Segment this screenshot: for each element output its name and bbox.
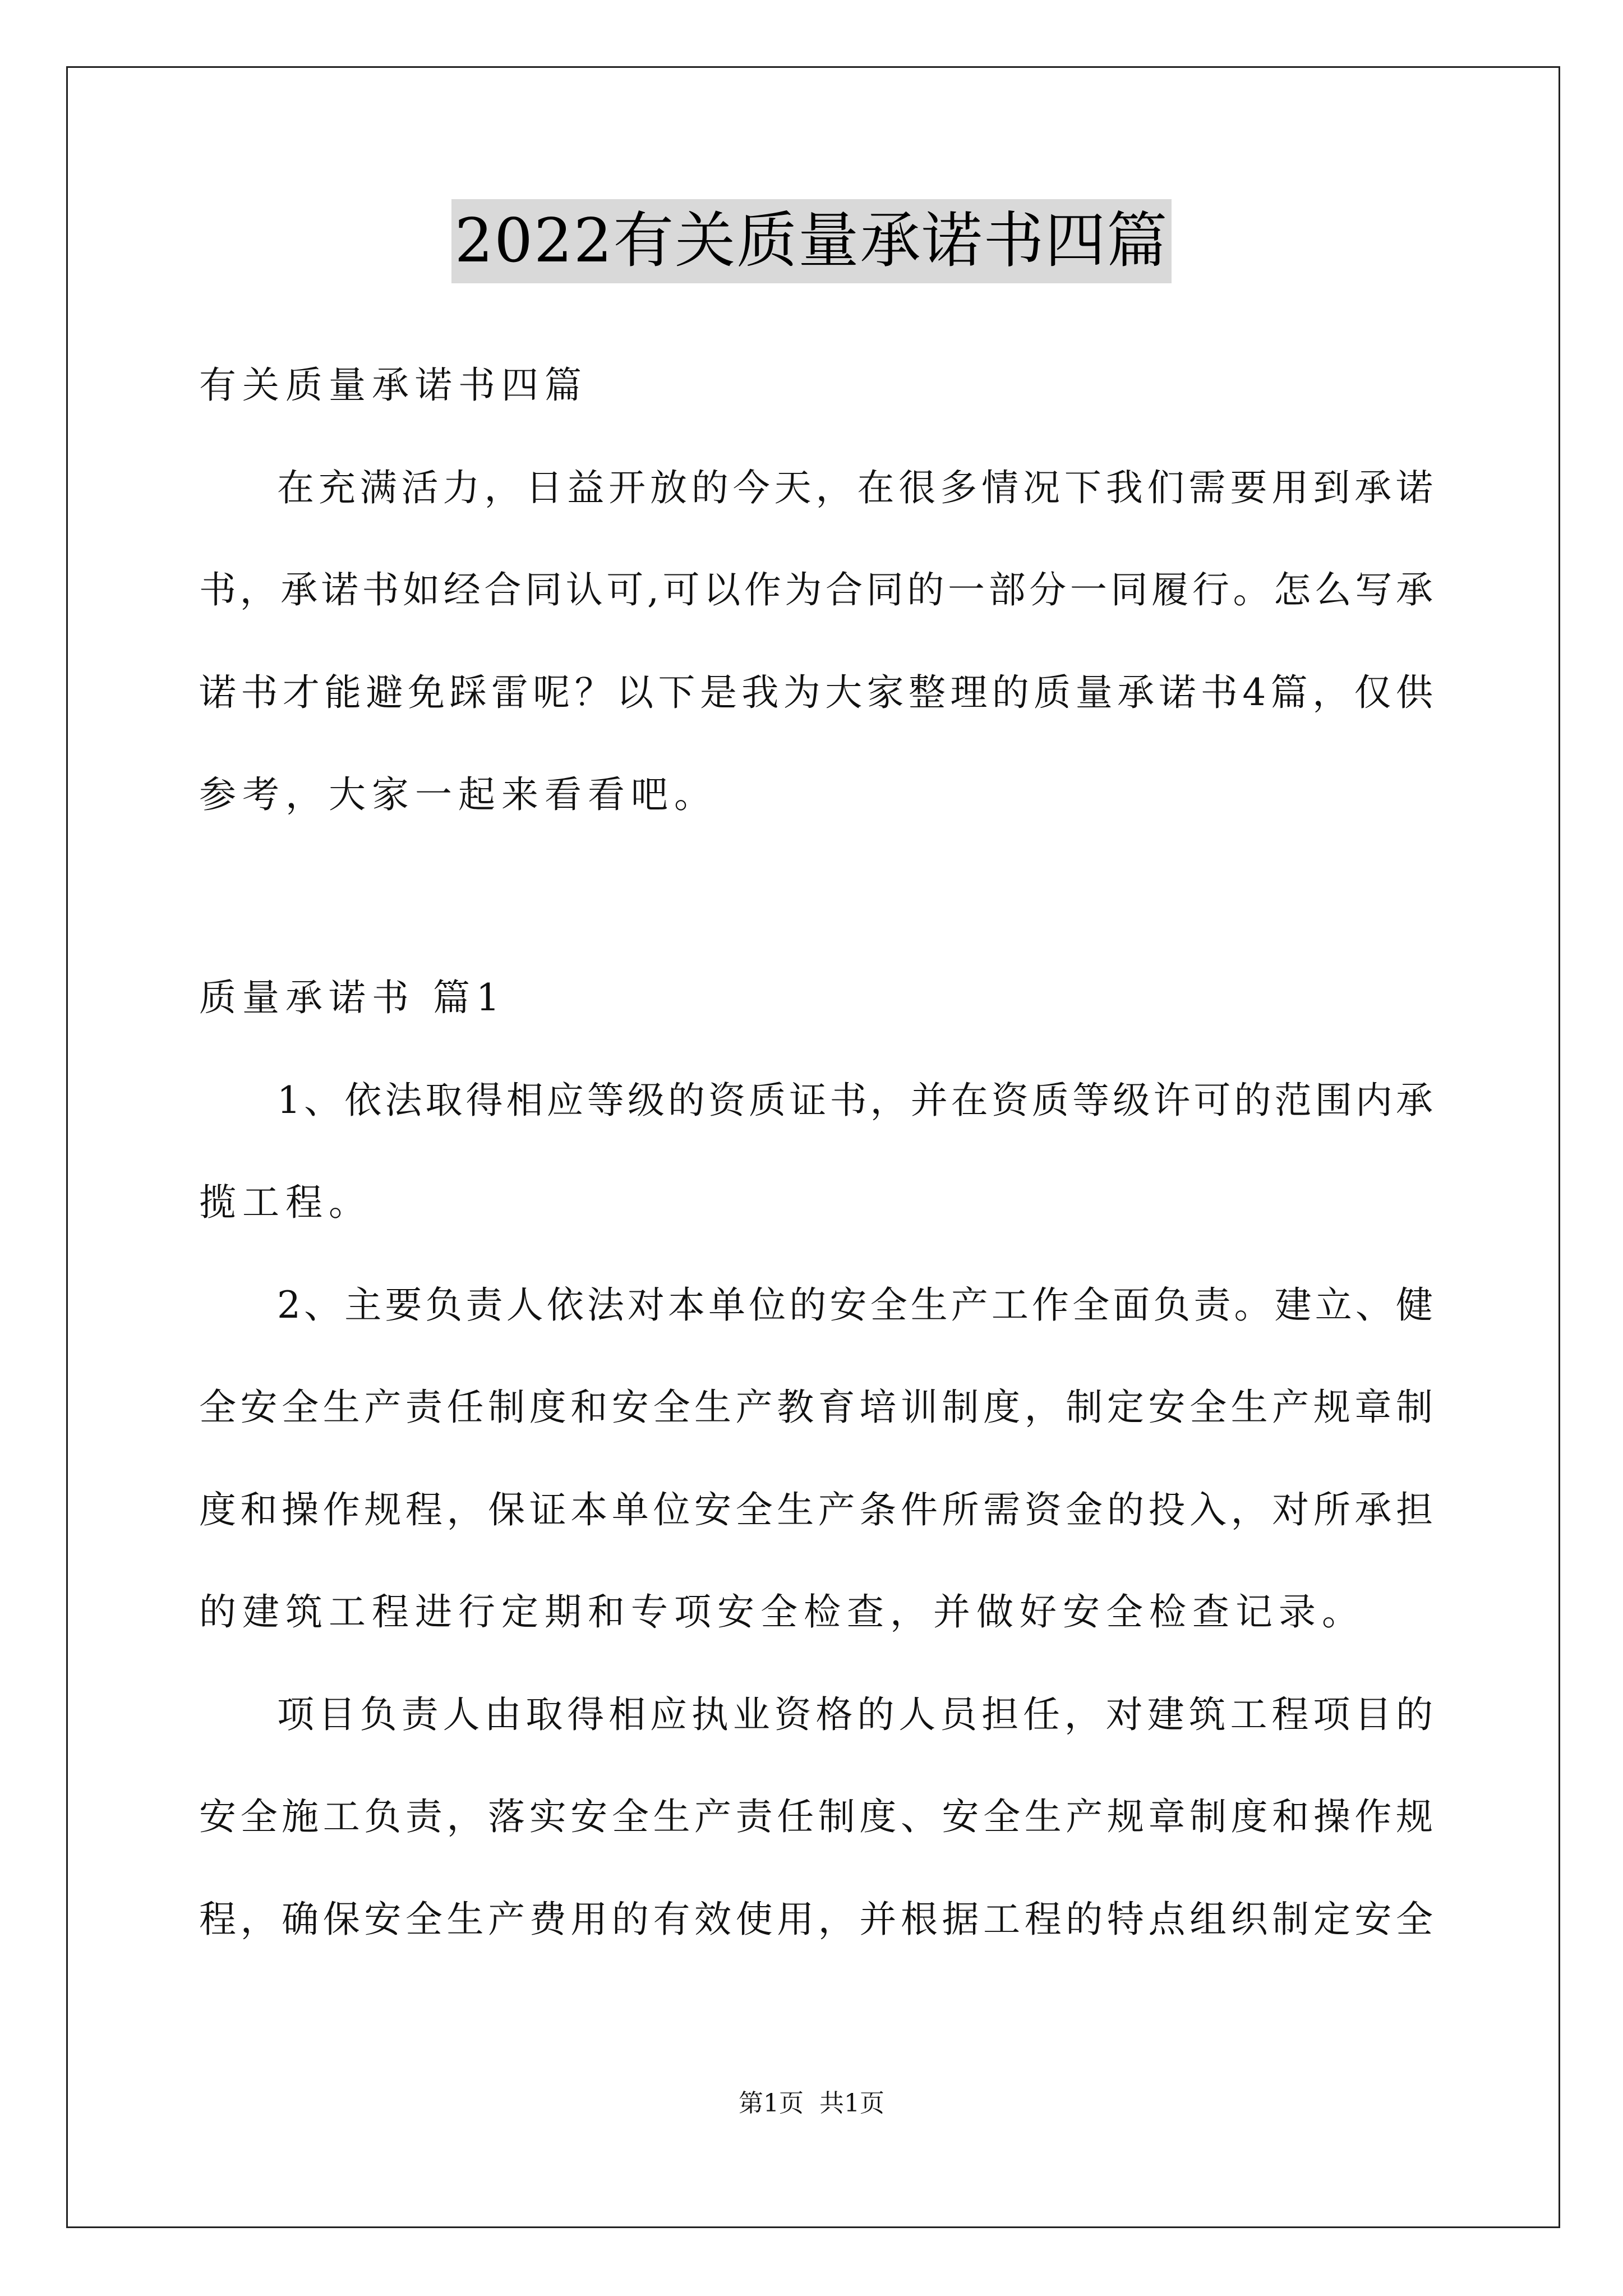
para3-line-3: 程，确保安全生产费用的有效使用，并根据工程的特点组织制定安全 bbox=[199, 1898, 1433, 1941]
intro-line-3: 诺书才能避免踩雷呢？以下是我为大家整理的质量承诺书4篇，仅供 bbox=[199, 671, 1433, 714]
section-heading-1: 质量承诺书 篇1 bbox=[199, 976, 506, 1019]
para2-line-4: 的建筑工程进行定期和专项安全检查，并做好安全检查记录。 bbox=[199, 1590, 1365, 1634]
intro-line-4: 参考，大家一起来看看吧。 bbox=[199, 773, 717, 816]
para2-line-2: 全安全生产责任制度和安全生产教育培训制度，制定安全生产规章制 bbox=[199, 1386, 1433, 1429]
subtitle-line: 有关质量承诺书四篇 bbox=[199, 364, 588, 407]
page-number: 第1页 bbox=[739, 2089, 804, 2118]
para3-line-2: 安全施工负责，落实安全生产责任制度、安全生产规章制度和操作规 bbox=[199, 1795, 1433, 1838]
para1-line-2: 揽工程。 bbox=[199, 1181, 372, 1224]
para1-line-1: 1、依法取得相应等级的资质证书，并在资质等级许可的范围内承 bbox=[277, 1079, 1433, 1122]
intro-line-2: 书，承诺书如经合同认可,可以作为合同的一部分一同履行。怎么写承 bbox=[199, 568, 1433, 611]
para2-line-3: 度和操作规程，保证本单位安全生产条件所需资金的投入，对所承担 bbox=[199, 1488, 1433, 1531]
para3-line-1: 项目负责人由取得相应执业资格的人员担任，对建筑工程项目的 bbox=[277, 1693, 1433, 1736]
para2-line-1: 2、主要负责人依法对本单位的安全生产工作全面负责。建立、健 bbox=[277, 1283, 1433, 1327]
title-container bbox=[0, 199, 1623, 283]
page-total: 共1页 bbox=[819, 2089, 884, 2118]
document-title: 2022有关质量承诺书四篇 bbox=[451, 199, 1172, 283]
page-footer bbox=[0, 2087, 1623, 2120]
intro-line-1: 在充满活力，日益开放的今天，在很多情况下我们需要用到承诺 bbox=[277, 466, 1433, 509]
